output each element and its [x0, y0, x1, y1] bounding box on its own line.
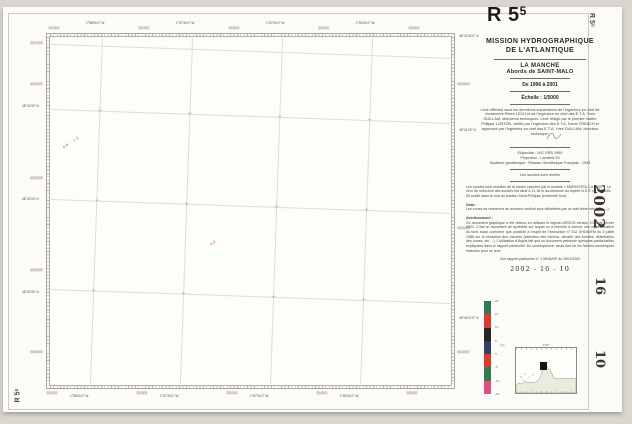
geodesy-datum: Système géodésique : Réseau Géodésique Français - 1993 [489, 160, 591, 165]
grid-easting-label: 354000 [226, 391, 238, 395]
survey-dates: De 1996 à 2001 [522, 81, 558, 88]
depth-tick: -5 [495, 365, 498, 369]
grid-cross: + [274, 203, 279, 211]
islet [522, 379, 523, 380]
graticule-meridian [269, 38, 283, 384]
graticule-parallel [51, 199, 450, 215]
depth-tick: -15 [495, 392, 500, 396]
survey-area-line1: LA MANCHE [520, 62, 560, 69]
grid-northing-label: 6846000 [30, 176, 43, 180]
organisation-name-line2: DE L'ATLANTIQUE [505, 46, 575, 54]
divider [510, 147, 570, 148]
map-scale: Échelle : 1/5000 [521, 94, 559, 101]
survey-area-marker [540, 362, 547, 370]
grid-cross: + [277, 113, 283, 121]
inset-longitude-label: 2°00' [542, 343, 550, 347]
grid-northing-label: 6845000 [457, 350, 470, 354]
survey-credits: Levé effectué sous les directions successives de l'Ingénieur en chef de l'armement Pierre LECH et de l'Ingénieur en chef des E.T.A. Yves GUILLAM, directeurs techniques. Levé rédigé par le premier maître Philippe LURTON, vérifié par l'Ingénieur des E.T.A. Denis CREACH et approuvé par l'Ingénieur en chef des E.T.A. Yves GUILLAM, directeur technique. [480, 107, 600, 137]
grid-easting-label: 355000 [408, 26, 420, 30]
location-inset-map [515, 343, 577, 394]
registry-number: 2002 - 16 - 10 [510, 265, 570, 274]
map-canvas [51, 38, 450, 384]
depth-tick: 0 [495, 352, 497, 356]
tide-reduction-note: Les sondes sont réduites de la marée calculée par le modèle « MARGOSTA 2 e-2000 ». Le zéro de réduction des sondes est situé à 11,16 m au-dessous du repère N.G.F. n° N.O.635-45 scellé dans le mur du bastion Saint-Philippe (extrémité Sud). [466, 184, 612, 199]
grid-cross: + [367, 116, 372, 125]
grid-easting-label: 354500 [316, 391, 328, 395]
red-sounding-annotation: 0,9 [209, 239, 217, 247]
red-sounding-annotation: 0,8 [62, 142, 70, 150]
margin-stamp-year: 2002 [590, 184, 608, 230]
islet [532, 374, 533, 375]
red-sounding-annotation: 1,2 [72, 135, 80, 143]
grid-cross: + [97, 107, 103, 115]
grid-easting-label: 353000 [46, 391, 58, 395]
grid-northing-label: 6846500 [457, 82, 470, 86]
graticule-meridian [90, 38, 104, 384]
title-block [466, 38, 614, 273]
grid-cross: + [184, 200, 189, 208]
divider [494, 59, 586, 60]
geodesy-ellipsoid: Ellipsoïde : IAG GRS 1980 [517, 151, 563, 156]
depth-color-scale [484, 301, 491, 394]
divider [510, 104, 570, 105]
grid-easting-label: 354500 [318, 26, 330, 30]
inset-ticks-top [516, 348, 576, 350]
longitude-label: 1°56'30,0" W [356, 21, 375, 25]
margin-sheet-code-bottom-left: R 5⁵ [14, 388, 22, 403]
latitude-label: 48°41'00" N [22, 197, 39, 201]
depth-band [484, 354, 491, 367]
longitude-label: 1°56'30,0" W [340, 394, 359, 398]
warning-text: Ce document graphique a été obtenu en utilisant le logiciel ARGOS version 3.0.1 de février 2001. C'est un document de synthèse sur lequel on a cherché à donner une représentation du fond aussi conforme que possible à l'esprit de l'instruction n° 512 SHOM/EM du 3 juillet 1986 sur la rédaction des minutes (sélection des minima, densité des sondes, délimitation des zones, etc ...). L'utilisation d'Argos fait que ce document présente quelques particularités expliquées dans le rapport particulier. En conséquence, seuls font foi les fichiers numériques élaborés pour ce levé. [466, 220, 614, 253]
islet [520, 376, 521, 377]
islet [524, 373, 525, 374]
grid-northing-label: 6845000 [30, 350, 43, 354]
latitude-label: 48°40'07,5" N [459, 316, 479, 320]
longitude-label: 1°57'30,0" W [176, 21, 195, 25]
grid-northing-label: 6846500 [30, 82, 43, 86]
depth-tick: 20 [495, 299, 499, 303]
divider [510, 181, 570, 182]
warning-label: Avertissement : [466, 216, 493, 221]
margin-sheet-code-top-right: R 5⁵ [588, 13, 595, 28]
depth-band [484, 381, 491, 394]
survey-area-line2: Abords de SAINT-MALO [506, 68, 574, 75]
grid-northing-label: 6845500 [30, 268, 43, 272]
latitude-label: 48°41'15" N [459, 128, 476, 132]
grid-easting-label: 354000 [228, 26, 240, 30]
longitude-label: 1°58'00,0" W [86, 21, 105, 25]
longitude-label: 1°57'30,0" W [160, 394, 179, 398]
latitude-label: 48°41'52,5" N [459, 34, 479, 38]
grid-northing-label: 6847000 [30, 41, 43, 45]
inset-coastline [516, 348, 576, 393]
sheet-code [487, 4, 527, 27]
depth-unit-label: (m) [500, 343, 505, 347]
margin-stamp-number-16: 16 [592, 277, 607, 296]
coastline-shape [516, 367, 576, 393]
graticule-grid [51, 38, 450, 384]
grid-northing-label: 6845500 [457, 226, 470, 230]
grid-cross: + [364, 206, 369, 215]
sheet-code-exponent: 5 [519, 4, 527, 18]
divider [510, 78, 570, 79]
graticule-parallel [51, 289, 450, 305]
graticule-meridian [180, 38, 194, 384]
latitude-label: 48°40'30" N [22, 290, 39, 294]
divider [510, 91, 570, 92]
grid-easting-label: 353500 [138, 26, 150, 30]
depth-band [484, 301, 491, 314]
depth-tick: 10 [495, 325, 499, 329]
grid-cross: + [271, 293, 276, 301]
grid-easting-label: 355000 [406, 391, 418, 395]
depth-tick: -10 [495, 379, 500, 383]
longitude-label: 1°58'00,0" W [70, 394, 89, 398]
grid-cross: + [187, 110, 193, 118]
sheet-code-base: R 5 [487, 4, 520, 26]
islet [528, 376, 529, 377]
depth-band [484, 341, 491, 354]
divider [510, 169, 570, 170]
grid-cross: + [94, 197, 99, 205]
depth-band [484, 367, 491, 380]
inset-ticks-bottom [516, 391, 576, 393]
graticule-parallel [51, 109, 450, 125]
longitude-label: 1°57'00,0" W [250, 394, 269, 398]
geodesy-projection: Projection : Lambert 93 [520, 155, 560, 160]
report-reference: Voir rapport particulier n° 1 MHA/NP du 2001/2002 [499, 257, 581, 262]
grid-easting-label: 353000 [48, 26, 60, 30]
soundings-note: Les sondes sont réelles [520, 172, 560, 177]
organisation-name-line1: MISSION HYDROGRAPHIQUE [486, 38, 594, 45]
depth-band [484, 314, 491, 327]
nota-text: Les zones de recherche au sondeur vertical sont délimitées par un trait tireté noir (— · —). [466, 207, 610, 212]
depth-band [484, 328, 491, 341]
latitude-label: 48°41'30" N [22, 104, 39, 108]
grid-easting-label: 353500 [136, 391, 148, 395]
nota-label: Nota : [466, 202, 477, 207]
grid-cross: + [361, 296, 366, 305]
margin-stamp-number-10: 10 [592, 350, 607, 369]
grid-cross: + [91, 287, 96, 295]
longitude-label: 1°57'00,0" W [266, 21, 285, 25]
grid-cross: + [181, 290, 186, 298]
signature-mark [546, 131, 562, 141]
depth-tick: 5 [495, 339, 497, 343]
depth-tick: 15 [495, 312, 499, 316]
graticule-parallel [51, 44, 450, 60]
